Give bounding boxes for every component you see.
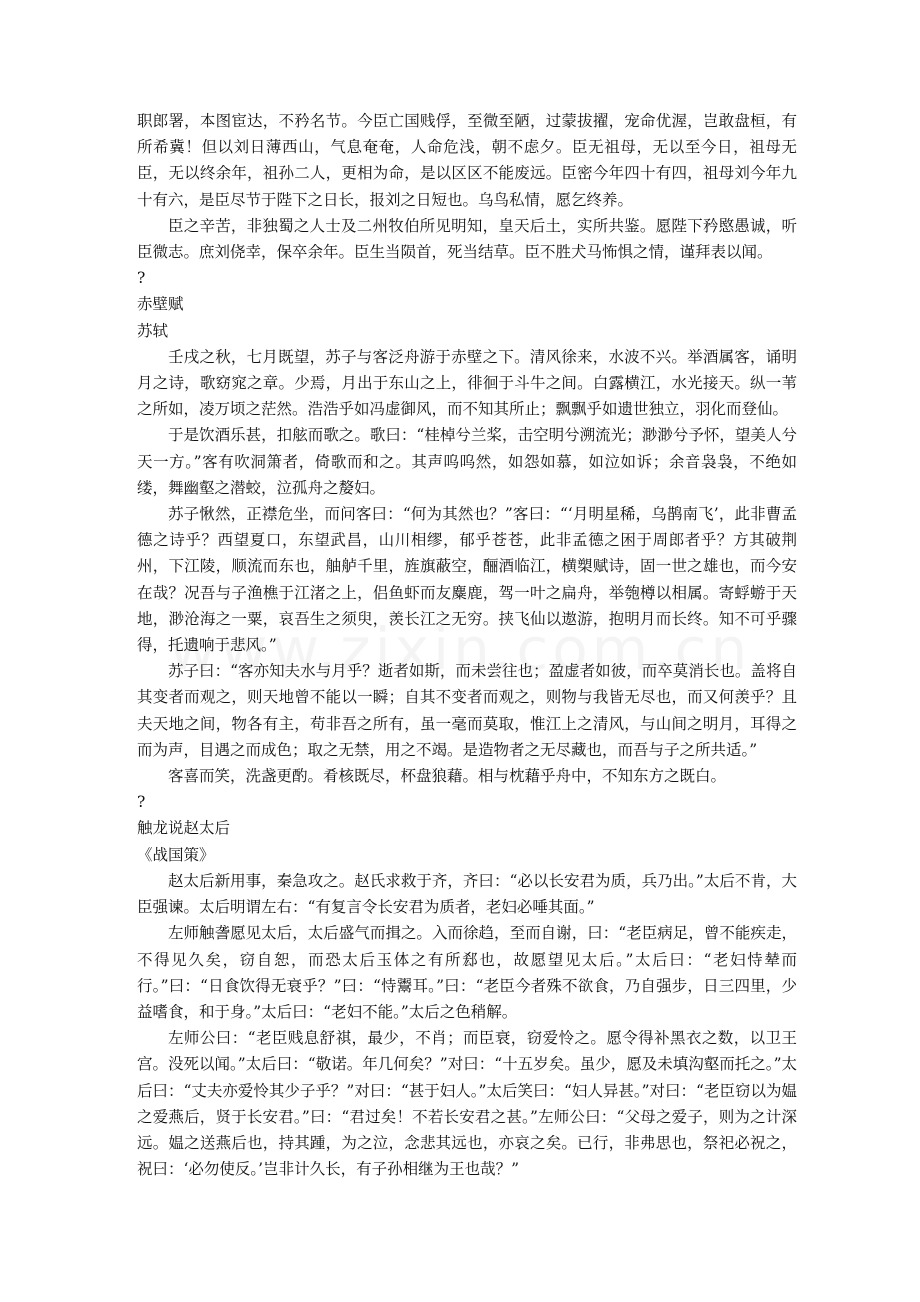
paragraph: 职郎署，本图宦达，不矜名节。今臣亡国贱俘，至微至陋，过蒙拔擢，宠命优渥，岂敢盘桓，有所希冀！但以刘日薄西山，气息奄奄，人命危浅，朝不虑夕。臣无祖母，无以至今日，祖母无臣，无以终余年，祖孙二人，更相为命，是以区区不能废远。臣密今年四十有四，祖母刘今年九十有六，是臣尽节于陛下之日长，报刘之日短也。乌鸟私情，愿乞终养。 [137, 112, 797, 209]
section-heading: 赤壁赋 [137, 295, 184, 314]
document-body [137, 108, 797, 1182]
paragraph: 臣之辛苦，非独蜀之人士及二州牧伯所见明知，皇天后土，实所共鉴。愿陛下矜愍愚诚，听臣微志。庶刘侥幸，保卒余年。臣生当陨首，死当结草。臣不胜犬马怖惧之情，谨拜表以闻。 [137, 216, 797, 262]
paragraph: 壬戌之秋，七月既望，苏子与客泛舟游于赤壁之下。清风徐来，水波不兴。举酒属客，诵明月之诗，歌窈窕之章。少焉，月出于东山之上，徘徊于斗牛之间。白露横江，水光接天。纵一苇之所如，凌万顷之茫然。浩浩乎如冯虚御风，而不知其所止；飘飘乎如遗世独立，羽化而登仙。 [137, 347, 797, 419]
section-heading: ? [137, 269, 146, 288]
section-heading: ? [137, 793, 146, 812]
paragraph: 左师公曰：“老臣贱息舒祺，最少，不肖；而臣衰，窃爱怜之。愿令得补黑衣之数，以卫王宫。没死以闻。”太后曰：“敬诺。年几何矣？”对曰：“十五岁矣。虽少，愿及未填沟壑而托之。”太后曰：“丈夫亦爱怜其少子乎？”对曰：“甚于妇人。”太后笑曰：“妇人异甚。”对曰：“老臣窃以为媪之爱燕后，贤于长安君。”曰：“君过矣！不若长安君之甚。”左师公曰：“父母之爱子，则为之计深远。媪之送燕后也，持其踵，为之泣，念悲其远也，亦哀之矣。已行，非弗思也，祭祀必祝之，祝曰：‘必勿使反。’岂非计久长，有子孙相继为王也哉？” [137, 1029, 797, 1179]
paragraph: 于是饮酒乐甚，扣舷而歌之。歌曰：“桂棹兮兰桨，击空明兮溯流光；渺渺兮予怀，望美人兮天一方。”客有吹洞箫者，倚歌而和之。其声呜呜然，如怨如慕，如泣如诉；余音袅袅，不绝如缕，舞幽壑之潜蛟，泣孤舟之嫠妇。 [137, 426, 797, 497]
section-heading: 触龙说赵太后 [137, 819, 231, 838]
paragraph: 左师触詟愿见太后，太后盛气而揖之。入而徐趋，至而自谢，曰：“老臣病足，曾不能疾走，不得见久矣，窃自恕，而恐太后玉体之有所郄也，故愿望见太后。”太后曰：“老妇恃辇而行。”曰：“日食饮得无衰乎？”曰：“恃鬻耳。”曰：“老臣今者殊不欲食，乃自强步，日三四里，少益嗜食，和于身。”太后曰：“老妇不能。”太后之色稍解。 [137, 924, 797, 1021]
paragraph: 苏子愀然，正襟危坐，而问客曰：“何为其然也？”客曰：“‘月明星稀，乌鹊南飞’，此非曹孟德之诗乎？西望夏口，东望武昌，山川相缪，郁乎苍苍，此非孟德之困于周郎者乎？方其破荆州，下江陵，顺流而东也，舳舻千里，旌旗蔽空，酾酒临江，横槊赋诗，固一世之雄也，而今安在哉？况吾与子渔樵于江渚之上，侣鱼虾而友麋鹿，驾一叶之扁舟，举匏樽以相属。寄蜉蝣于天地，渺沧海之一粟，哀吾生之须臾，羡长江之无穷。挟飞仙以遨游，抱明月而长终。知不可乎骤得，托遗响于悲风。” [137, 505, 797, 655]
paragraph: 苏子曰：“客亦知夫水与月乎？逝者如斯，而未尝往也；盈虚者如彼，而卒莫消长也。盖将自其变者而观之，则天地曾不能以一瞬；自其不变者而观之，则物与我皆无尽也，而又何羡乎？且夫天地之间，物各有主，苟非吾之所有，虽一毫而莫取，惟江上之清风，与山间之明月，耳得之而为声，目遇之而成色；取之无禁，用之不竭。是造物者之无尽藏也，而吾与子之所共适。” [137, 662, 797, 759]
section-heading: 《战国策》 [137, 845, 215, 864]
paragraph: 客喜而笑，洗盏更酌。肴核既尽，杯盘狼藉。相与枕藉乎舟中，不知东方之既白。 [168, 767, 727, 786]
section-heading: 苏轼 [137, 321, 169, 340]
paragraph: 赵太后新用事，秦急攻之。赵氏求救于齐，齐曰：“必以长安君为质，兵乃出。”太后不肯，大臣强谏。太后明谓左右：“有复言令长安君为质者，老妇必唾其面。” [137, 871, 797, 917]
